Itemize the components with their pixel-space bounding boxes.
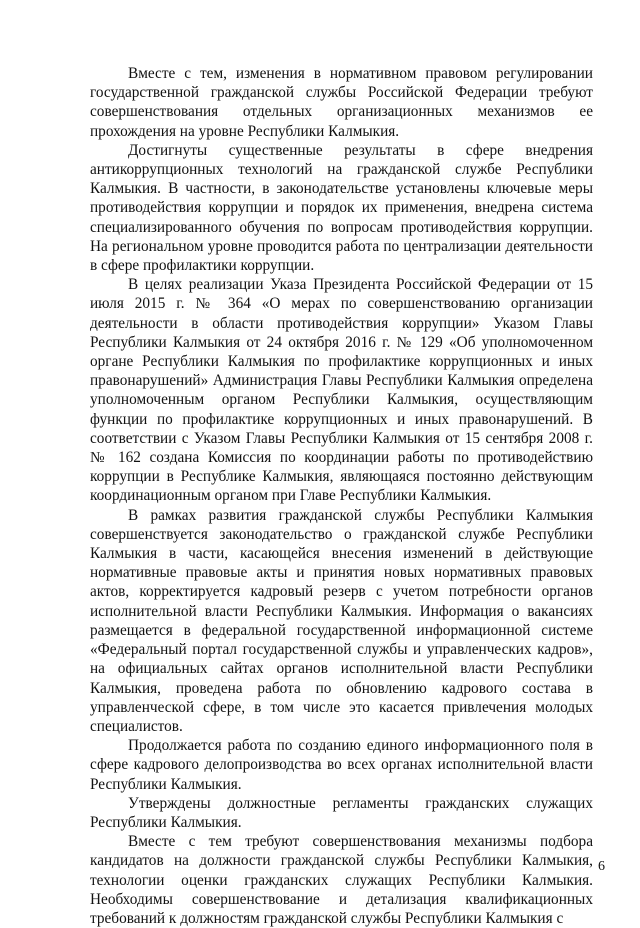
page-number: 6	[598, 859, 605, 874]
paragraph-anticorruption-results: Достигнуты существенные результаты в сфере внедрения антикоррупционных технологий на гражданской службе Республики Калмыкия. В частности, в законодательстве установлены ключевые меры противодействия коррупции и порядок их применения, внедрена система специализированного обучения по вопросам противодействия коррупции. На региональном уровне проводится работа по централизации деятельности в сфере профилактики коррупции.	[90, 141, 593, 275]
paragraph-regulation-changes: Вместе с тем, изменения в нормативном правовом регулировании государственной гражданской службы Российской Федерации требуют совершенствования отдельных организационных механизмов ее прохождения на уровне Республики Калмыкия.	[90, 65, 593, 140]
paragraph-civil-service-development: В рамках развития гражданской службы Республики Калмыкия совершенствуется законодательство о гражданской службе Республики Калмыкия в части, касающейся внесения изменений в действующие нормативные правовые акты и принятия новых нормативных правовых актов, корректируется кадровый резерв с учетом потребности органов исполнительной власти Республики Калмыкия. Информация о вакансиях размещается в федеральной государственной информационной системе «Федеральный портал государственной службы и управленческих кадров», на официальных сайтах органов исполнительной власти Республики Калмыкия, проведена работа по обновлению кадрового состава в управленческой сфере, в том числе это касается привлечения молодых специалистов.	[90, 506, 593, 735]
paragraph-job-regulations: Утверждены должностные регламенты гражданских служащих Республики Калмыкия.	[90, 794, 593, 831]
paragraph-presidential-decree: В целях реализации Указа Президента Российской Федерации от 15 июля 2015 г. № 364 «О мерах по совершенствованию организации деятельности в области противодействия коррупции» Указом Главы Республики Калмыкия от 24 октября 2016 г. № 129 «Об уполномоченном органе Республики Калмыкия по профилактике коррупционных и иных правонарушений» Администрация Главы Республики Калмыкия определена уполномоченным органом Республики Калмыкия, осуществляющим функции по профилактике коррупционных и иных правонарушений. В соответствии с Указом Главы Республики Калмыкия от 15 сентября 2008 г. № 162 создана Комиссия по координации работы по противодействию коррупции в Республике Калмыкия, являющаяся постоянно действующим координационным органом при Главе Республики Калмыкия.	[90, 276, 593, 505]
paragraph-selection-mechanisms: Вместе с тем требуют совершенствования механизмы подбора кандидатов на должности гражданской службы Республики Калмыкия, технологии оценки гражданских служащих Республики Калмыкия. Необходимы совершенствование и детализация квалификационных требований к должностям гражданской службы Республики Калмыкия с	[90, 833, 593, 927]
paragraph-information-field: Продолжается работа по созданию единого информационного поля в сфере кадрового делопроизводства во всех органах исполнительной власти Республики Калмыкия.	[90, 737, 593, 793]
body-text	[90, 64, 593, 928]
